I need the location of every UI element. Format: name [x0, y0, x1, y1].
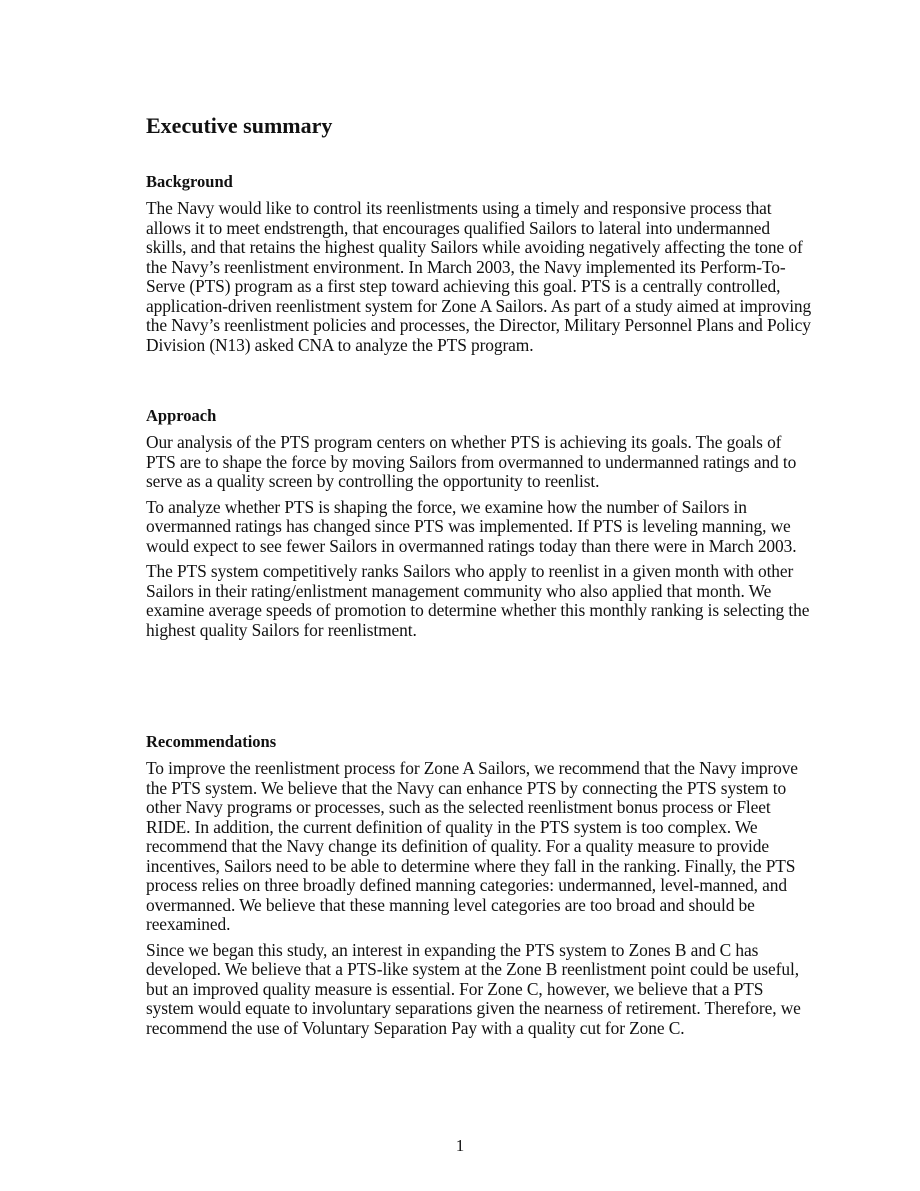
paragraph: The PTS system competitively ranks Sailors who apply to reenlist in a given month with other Sailors in their rating/enlistment management community who also applied that month. We examine average speeds of promotion to determine whether this monthly ranking is selecting the highest quality Sailors for reenlistment. — [146, 561, 810, 640]
paragraph: To analyze whether PTS is shaping the force, we examine how the number of Sailors in overmanned ratings has changed since PTS was implemented. If PTS is leveling manning, we would expect to see fewer Sailors in overmanned ratings today than there were in March 2003. — [146, 496, 797, 556]
section-heading-approach: Approach — [146, 406, 217, 425]
section-heading-recommendations: Recommendations — [146, 732, 277, 751]
paragraph: Our analysis of the PTS program centers on whether PTS is achieving its goals. The goals of PTS are to shape the force by moving Sailors from overmanned to undermanned ratings and to serve as a quality screen by controlling the opportunity to reenlist. — [146, 432, 797, 491]
section-heading-background: Background — [146, 172, 233, 191]
page-number: 1 — [455, 1136, 465, 1155]
paragraph: To improve the reenlistment process for Zone A Sailors, we recommend that the Navy improve the PTS system. We believe that the Navy can enhance PTS by connecting the PTS system to other Navy programs or processes, such as the selected reenlistment bonus process or Fleet RIDE. In addition, the current definition of quality in the PTS system is too complex. We recommend that the Navy change its definition of quality. For a quality measure to provide incentives, Sailors need to be able to determine where they fall in the ranking. Finally, the PTS process relies on three broadly defined manning categories: undermanned, level-manned, and overmanned. We believe that these manning level categories are too broad and should be reexamined. — [146, 758, 798, 934]
section-background — [146, 171, 814, 361]
section-approach — [146, 405, 814, 646]
page-title: Executive summary — [146, 113, 333, 138]
paragraph: Since we began this study, an interest in expanding the PTS system to Zones B and C has developed. We believe that a PTS-like system at the Zone B reenlistment point could be useful, but an improved quality measure is essential. For Zone C, however, we believe that a PTS system would equate to involuntary separations given the nearness of retirement. Therefore, we recommend the use of Voluntary Separation Pay with a quality cut for Zone C. — [146, 939, 801, 1038]
paragraph: The Navy would like to control its reenlistments using a timely and responsive process that allows it to meet endstrength, that encourages qualified Sailors to lateral into undermanned skills, and that retains the highest quality Sailors while avoiding negatively affecting the tone of the Navy’s reenlistment environment. In March 2003, the Navy implemented its Perform-To-Serve (PTS) program as a first step toward achieving this goal. PTS is a centrally controlled, application-driven reenlistment system for Zone A Sailors. As part of a study aimed at improving the Navy’s reenlistment policies and processes, the Director, Military Personnel Plans and Policy Division (N13) asked CNA to analyze the PTS program. — [146, 198, 812, 355]
section-recommendations — [146, 731, 814, 1044]
